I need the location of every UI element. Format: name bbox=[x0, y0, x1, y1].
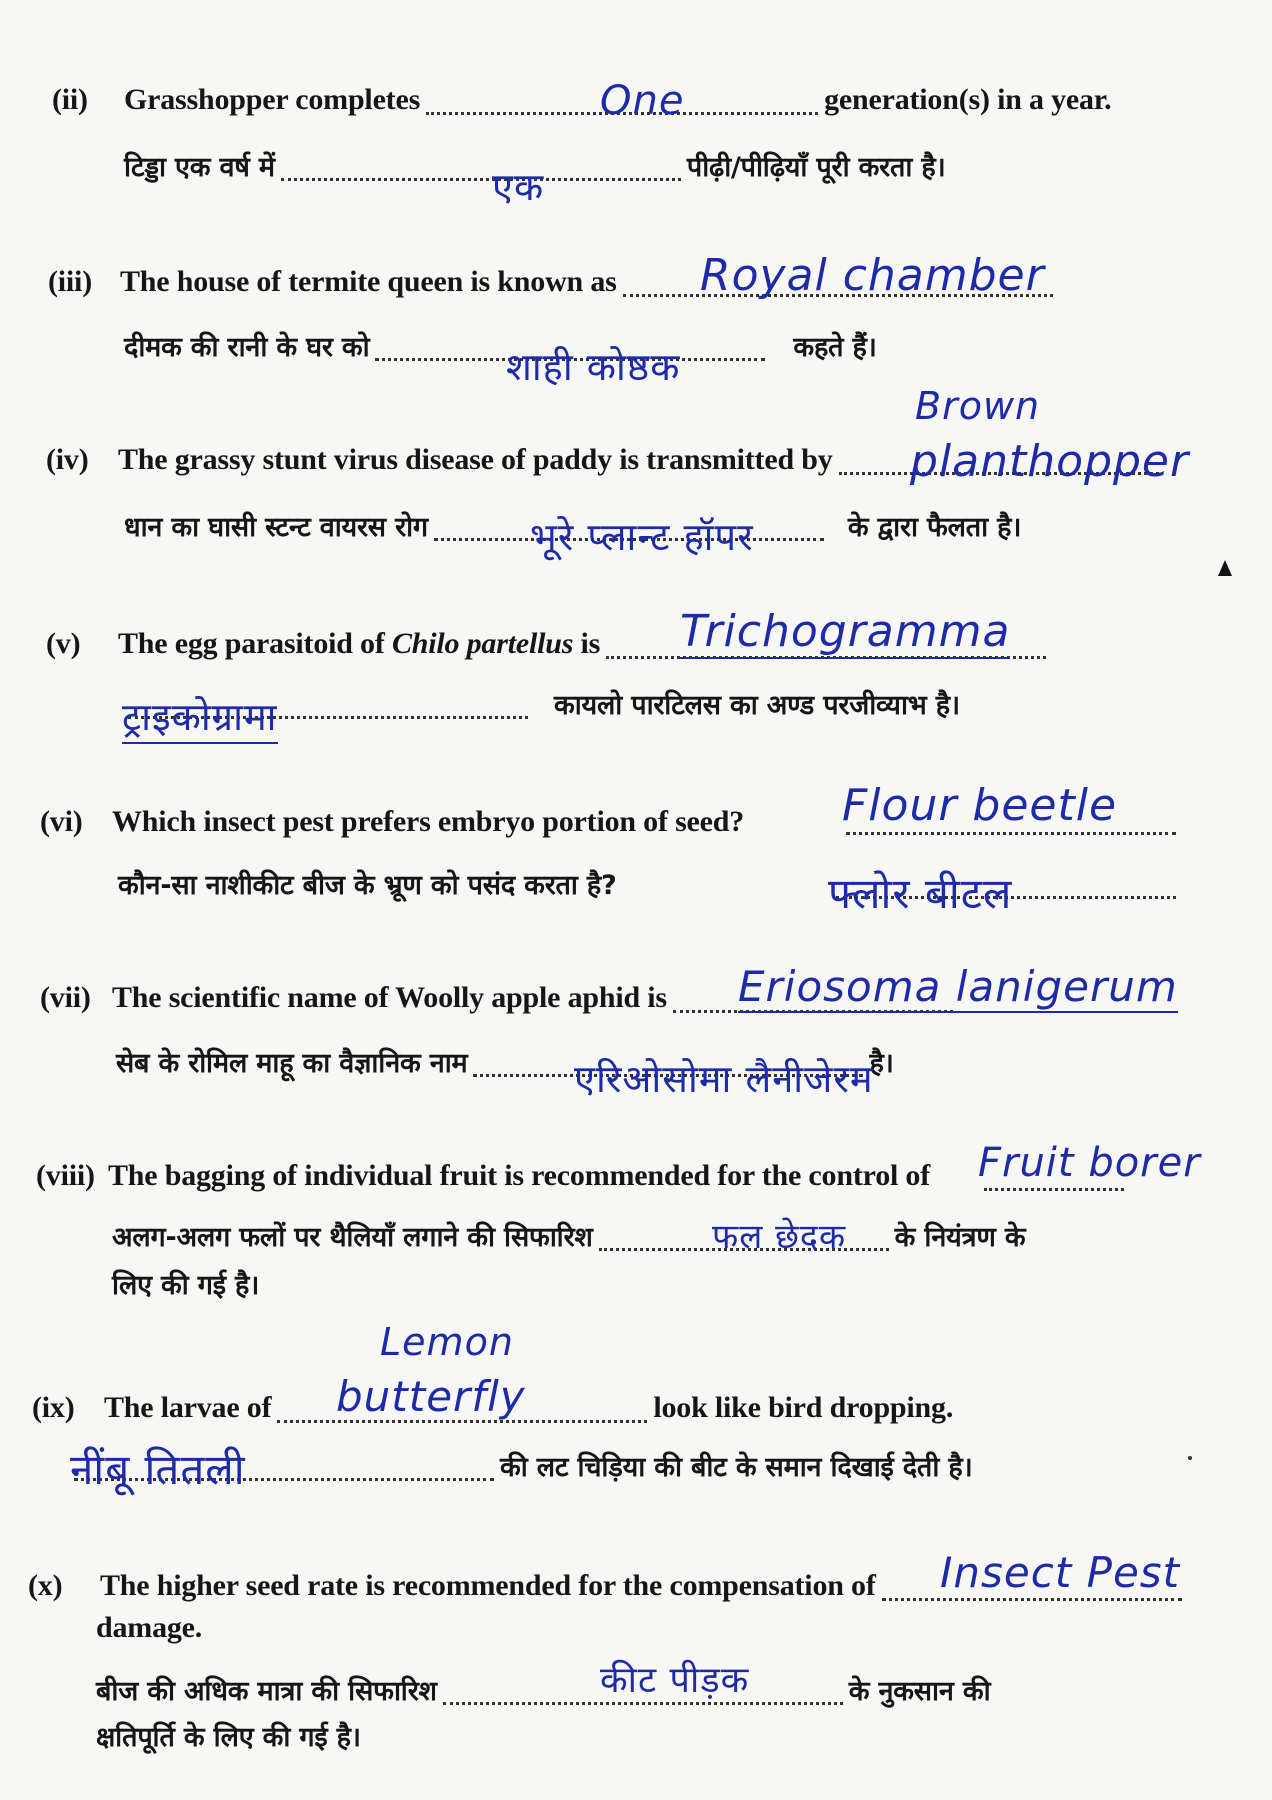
q10-en-before: The higher seed rate is recommended for the compensation of bbox=[100, 1569, 876, 1602]
q5-answer-hi: ट्राइकोग्रामा bbox=[122, 690, 278, 744]
q8-number: (viii) bbox=[36, 1159, 95, 1192]
q3-answer-en: Royal chamber bbox=[700, 250, 1045, 301]
q3-hindi-line bbox=[124, 328, 877, 368]
q8-english-line bbox=[36, 1156, 930, 1196]
q5-hi-after: कायलो पारटिलस का अण्ड परजीव्याभ है। bbox=[554, 690, 960, 721]
q3-hi-before: दीमक की रानी के घर को bbox=[124, 332, 370, 363]
q2-answer-en: One bbox=[600, 78, 685, 124]
q8-hindi-line-3: लिए की गई है। bbox=[112, 1270, 260, 1301]
q9-en-before: The larvae of bbox=[104, 1391, 272, 1424]
q6-answer-hi: फ्लोर बीटल bbox=[828, 869, 1013, 918]
paper-speck bbox=[1188, 1456, 1192, 1460]
q2-answer-hi: एक bbox=[492, 165, 545, 209]
q8-hi-after: के नियंत्रण के bbox=[894, 1222, 1026, 1253]
q9-answer-en: butterfly bbox=[336, 1372, 526, 1421]
q6-en-before: Which insect pest prefers embryo portion of seed? bbox=[112, 805, 745, 838]
q8-answer-en: Fruit borer bbox=[978, 1140, 1201, 1186]
q8-hi-before: अलग-अलग फलों पर थैलियाँ लगाने की सिफारिश bbox=[112, 1222, 593, 1253]
q9-hi-after: की लट चिड़िया की बीट के समान दिखाई देती है। bbox=[500, 1452, 973, 1483]
q8-en-before: The bagging of individual fruit is recommended for the control of bbox=[108, 1159, 931, 1192]
q2-en-after: generation(s) in a year. bbox=[824, 83, 1112, 116]
q3-hi-after: कहते हैं। bbox=[793, 332, 877, 363]
q6-english-line bbox=[40, 802, 744, 842]
q6-answer-en: Flour beetle bbox=[842, 780, 1118, 831]
q7-answer-hi: एरिओसोमा लैनीजेरम bbox=[574, 1057, 874, 1101]
q7-hi-before: सेब के रोमिल माहू का वैज्ञानिक नाम bbox=[116, 1048, 468, 1079]
q5-en-mid: is bbox=[580, 627, 601, 660]
q4-answer-en-top: Brown bbox=[915, 384, 1041, 428]
q7-en-before: The scientific name of Woolly apple aphid is bbox=[112, 981, 667, 1014]
q7-number: (vii) bbox=[40, 981, 91, 1014]
q4-number: (iv) bbox=[46, 443, 89, 476]
q5-number: (v) bbox=[46, 627, 81, 660]
q6-hi-before: कौन-सा नाशीकीट बीज के भ्रूण को पसंद करता है? bbox=[118, 870, 617, 901]
q4-hi-before: धान का घासी स्टन्ट वायरस रोग bbox=[124, 512, 428, 543]
q3-en-before: The house of termite queen is known as bbox=[120, 265, 617, 298]
q10-english-line-2: damage. bbox=[96, 1611, 203, 1644]
q9-en-after: look like bird dropping. bbox=[653, 1391, 954, 1424]
q9-answer-en-top: Lemon bbox=[380, 1320, 514, 1364]
q7-answer-en: Eriosoma lanigerum bbox=[738, 962, 1178, 1011]
q2-hi-before: टिड्डा एक वर्ष में bbox=[124, 152, 275, 183]
q2-english-line bbox=[52, 80, 1111, 120]
q10-hindi-line-3: क्षतिपूर्ति के लिए की गई है। bbox=[96, 1722, 361, 1753]
q10-hi-after: के नुकसान की bbox=[848, 1676, 991, 1707]
q2-en-before: Grasshopper completes bbox=[124, 83, 421, 116]
q6-hindi-line bbox=[118, 866, 617, 906]
q9-number: (ix) bbox=[32, 1391, 75, 1424]
q4-answer-hi: भूरे प्लान्ट हॉपर bbox=[530, 515, 754, 559]
q10-answer-hi: कीट पीड़क bbox=[600, 1660, 750, 1701]
q9-answer-hi: नींबू तितली bbox=[70, 1445, 246, 1494]
q10-number: (x) bbox=[28, 1569, 63, 1602]
q4-hi-after: के द्वारा फैलता है। bbox=[847, 512, 1022, 543]
q6-number: (vi) bbox=[40, 805, 83, 838]
q4-answer-en: planthopper bbox=[910, 436, 1190, 487]
q10-hindi-line bbox=[96, 1672, 990, 1712]
q4-en-before: The grassy stunt virus disease of paddy is transmitted by bbox=[118, 443, 833, 476]
q3-number: (iii) bbox=[48, 265, 92, 298]
q2-number: (ii) bbox=[52, 83, 88, 116]
q5-answer-en: Trichogramma bbox=[680, 606, 1011, 657]
q10-hi-before: बीज की अधिक मात्रा की सिफारिश bbox=[96, 1676, 437, 1707]
q5-en-italic: Chilo partellus bbox=[391, 627, 574, 660]
q3-answer-hi: शाही कोष्ठक bbox=[506, 345, 681, 389]
q8-hindi-line bbox=[112, 1218, 1025, 1258]
mouse-cursor-icon bbox=[1218, 560, 1232, 576]
q2-hi-after: पीढ़ी/पीढ़ियाँ पूरी करता है। bbox=[686, 152, 946, 183]
q10-answer-en: Insect Pest bbox=[940, 1548, 1181, 1597]
q2-hi-blank bbox=[281, 156, 681, 181]
q7-hi-after: है। bbox=[869, 1048, 894, 1079]
q5-en-before: The egg parasitoid of bbox=[118, 627, 385, 660]
q8-answer-hi: फल छेदक bbox=[712, 1217, 847, 1257]
